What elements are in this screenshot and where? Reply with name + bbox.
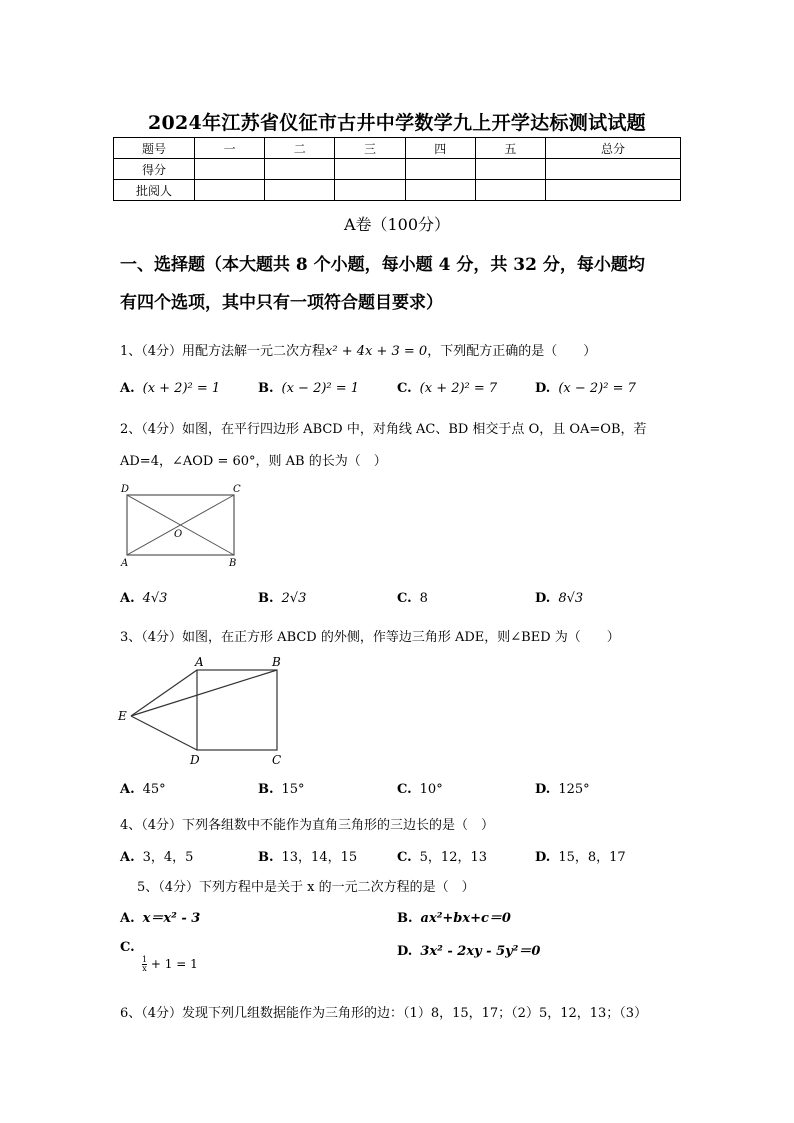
formula-rest: + 1 = 1: [150, 957, 198, 971]
score-row-label: 得分: [114, 159, 195, 180]
option-label: D.: [397, 944, 413, 959]
option-label: A.: [120, 911, 135, 926]
q1-suffix: ，下列配方正确的是（ ）: [427, 344, 597, 359]
question-6: 6、（4分）发现下列几组数据能作为三角形的边：（1）8，15，17；（2）5，12，13；（3）: [120, 1006, 648, 1021]
q3-option-b[interactable]: [258, 782, 305, 797]
option-label: B.: [258, 850, 274, 865]
segment-eb: [131, 670, 277, 716]
option-text: 2√3: [281, 591, 307, 606]
option-label: C.: [397, 381, 412, 396]
q1-option-a[interactable]: [120, 381, 220, 396]
q2-option-b[interactable]: [258, 591, 306, 606]
option-text: (x + 2)² = 1: [142, 381, 221, 396]
option-text: x＝x² - 3: [142, 911, 201, 926]
option-text: 8√3: [558, 591, 584, 606]
segment-ed: [131, 716, 197, 750]
score-cell[interactable]: [335, 159, 405, 180]
option-label: B.: [258, 381, 274, 396]
label-d: D: [121, 484, 130, 495]
label-c: C: [233, 484, 241, 495]
fraction-denominator: x: [142, 964, 147, 973]
question-1: [120, 340, 596, 359]
option-text: 15°: [281, 782, 305, 797]
score-table-row: [114, 180, 681, 201]
label-a: A: [195, 655, 204, 669]
q2-option-a[interactable]: [120, 591, 167, 606]
score-cell[interactable]: [546, 180, 681, 201]
label-e: E: [118, 709, 127, 723]
q3-option-d[interactable]: [535, 782, 590, 797]
score-cell[interactable]: [546, 159, 681, 180]
q3-option-a[interactable]: [120, 782, 166, 797]
part1-heading-line1: 一、选择题（本大题共 8 个小题，每小题 4 分，共 32 分，每小题均: [120, 255, 645, 275]
score-cell[interactable]: [265, 180, 335, 201]
q2-option-d[interactable]: [535, 591, 583, 606]
label-o: O: [174, 529, 183, 540]
q2-option-c[interactable]: [397, 591, 428, 606]
option-text: 3，4，5: [142, 850, 194, 865]
q1-prefix: 1、（4分）用配方法解一元二次方程: [120, 344, 326, 359]
q4-option-c[interactable]: [397, 846, 487, 865]
option-label: A.: [120, 591, 135, 606]
label-d: D: [190, 753, 200, 767]
option-label: C.: [397, 782, 412, 797]
fraction: [142, 956, 147, 973]
label-b: B: [229, 558, 237, 569]
option-label: A.: [120, 782, 135, 797]
q5-option-d[interactable]: [397, 940, 540, 959]
question-2-line2: AD=4，∠AOD = 60°，则 AB 的长为（ ）: [120, 454, 387, 469]
q4-option-a[interactable]: [120, 846, 193, 865]
part1-heading-line2: 有四个选项，其中只有一项符合题目要求）: [120, 293, 443, 313]
score-header-cell: 题号: [114, 138, 195, 159]
q4-option-b[interactable]: [258, 846, 357, 865]
score-cell[interactable]: [475, 180, 545, 201]
q1-option-c[interactable]: [397, 381, 497, 396]
q5-option-c[interactable]: [120, 940, 143, 955]
q3-option-c[interactable]: [397, 782, 443, 797]
option-text: ax²+bx+c＝0: [420, 911, 511, 926]
option-label: A.: [120, 381, 135, 396]
option-text: 5，12，13: [419, 850, 488, 865]
option-label: C.: [397, 850, 412, 865]
score-cell[interactable]: [405, 159, 475, 180]
section-a-heading: A卷（100分）: [343, 215, 451, 234]
q2-rectangle-figure: [115, 482, 255, 572]
score-header-cell: 五: [475, 138, 545, 159]
score-table-header-row: [114, 138, 681, 159]
option-label: C.: [397, 591, 412, 606]
q1-option-b[interactable]: [258, 381, 359, 396]
q1-option-d[interactable]: [535, 381, 636, 396]
option-label: D.: [535, 591, 551, 606]
option-label: C.: [120, 940, 135, 955]
q5-option-c-formula[interactable]: [142, 956, 198, 973]
question-4: 4、（4分）下列各组数中不能作为直角三角形的三边长的是（ ）: [120, 818, 495, 833]
option-text: (x + 2)² = 7: [419, 381, 498, 396]
score-header-cell: 总分: [546, 138, 681, 159]
score-header-cell: 三: [335, 138, 405, 159]
score-cell[interactable]: [195, 159, 265, 180]
q3-square-figure: [115, 654, 295, 769]
q1-equation: x² + 4x + 3 = 0: [325, 344, 428, 359]
question-5: 5、（4分）下列方程中是关于 x 的一元二次方程的是（ ）: [137, 880, 475, 895]
segment-ea: [131, 670, 197, 716]
score-row-label: 批阅人: [114, 180, 195, 201]
q5-option-a[interactable]: [120, 907, 200, 926]
option-text: (x − 2)² = 1: [281, 381, 360, 396]
option-text: 3x² - 2xy - 5y²＝0: [420, 944, 541, 959]
option-label: B.: [258, 782, 274, 797]
option-text: (x − 2)² = 7: [558, 381, 636, 396]
option-text: 45°: [142, 782, 166, 797]
option-text: 125°: [558, 782, 590, 797]
option-text: 4√3: [142, 591, 168, 606]
score-cell[interactable]: [475, 159, 545, 180]
q4-option-d[interactable]: [535, 846, 626, 865]
score-table: [113, 137, 681, 201]
option-text: 8: [419, 591, 428, 606]
option-label: A.: [120, 850, 135, 865]
score-cell[interactable]: [265, 159, 335, 180]
score-table-row: [114, 159, 681, 180]
page-title: 2024年江苏省仪征市古井中学数学九上开学达标测试试题: [148, 112, 646, 134]
question-2-line1: 2、（4分）如图，在平行四边形 ABCD 中，对角线 AC、BD 相交于点 O，且 OA=OB，若: [120, 422, 647, 437]
label-a: A: [121, 558, 129, 569]
option-label: B.: [397, 911, 413, 926]
option-label: B.: [258, 591, 274, 606]
option-text: 10°: [419, 782, 443, 797]
score-cell[interactable]: [405, 180, 475, 201]
option-label: D.: [535, 381, 551, 396]
fraction-numerator: 1: [142, 955, 148, 964]
option-label: D.: [535, 850, 551, 865]
score-header-cell: 一: [195, 138, 265, 159]
q5-option-b[interactable]: [397, 907, 511, 926]
question-3: 3、（4分）如图，在正方形 ABCD 的外侧，作等边三角形 ADE，则∠BED 为（ ）: [120, 630, 620, 645]
score-header-cell: 二: [265, 138, 335, 159]
option-label: D.: [535, 782, 551, 797]
label-b: B: [272, 655, 281, 669]
score-header-cell: 四: [405, 138, 475, 159]
option-text: 15，8，17: [558, 850, 626, 865]
score-cell[interactable]: [195, 180, 265, 201]
label-c: C: [272, 753, 282, 767]
score-cell[interactable]: [335, 180, 405, 201]
option-text: 13，14，15: [281, 850, 358, 865]
